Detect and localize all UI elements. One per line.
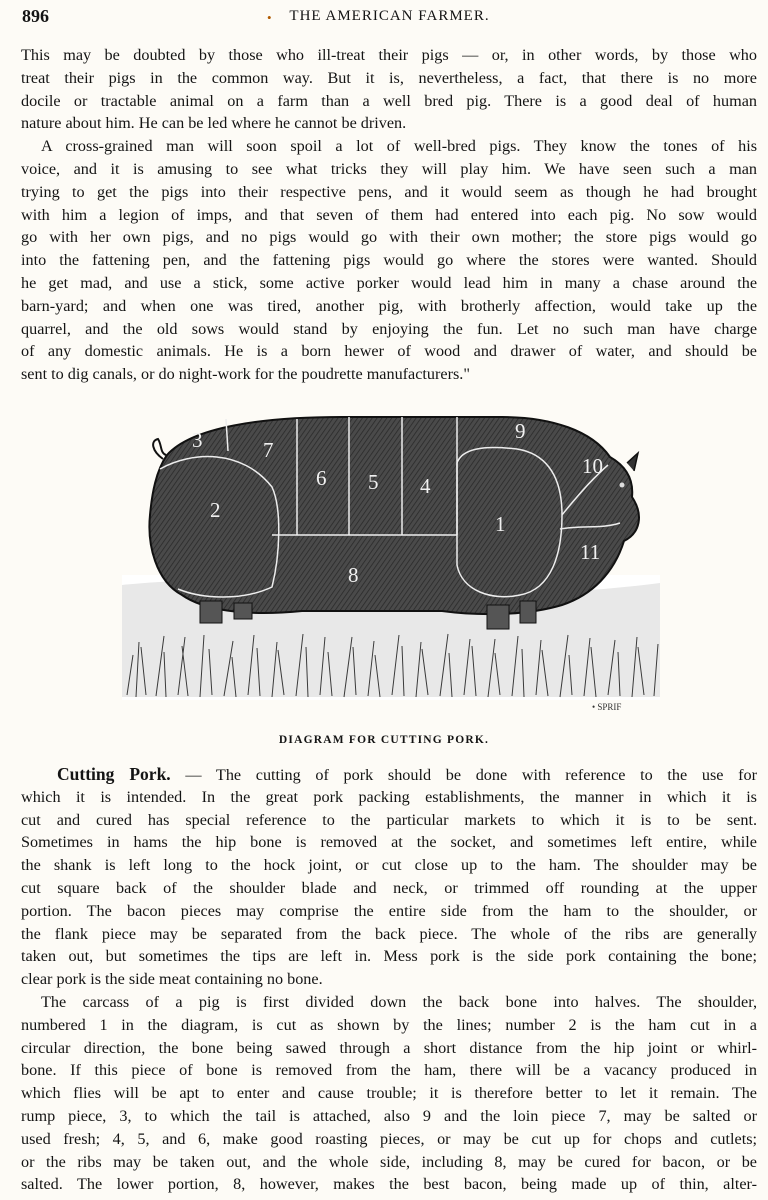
cut-number: 8	[348, 563, 359, 587]
text-line: or the ribs may be taken out, and the whole side, including 8, may be cured for bacon, or be	[21, 1152, 757, 1171]
text-line: with him a legion of imps, and that seven of them had entered into each pig. No sow would	[21, 205, 757, 224]
text-line: the shank is left long to the hock joint, or cut close up to the ham. The shoulder may be	[21, 856, 757, 875]
text-line: nature about him. He can be led where he cannot be driven.	[21, 114, 407, 133]
text-line: barn-yard; and when one was tired, another pig, with brotherly affection, would take up the	[21, 296, 757, 315]
text-line: he get mad, and use a stick, some active porker would lead him in many a chase around the	[21, 273, 757, 292]
text-line: circular direction, the bone being sawed through a short distance from the hip joint or whirl-	[21, 1038, 757, 1057]
text-line: voice, and it is amusing to see what tricks they will play him. We have seen such a man	[21, 159, 757, 178]
text-line: This may be doubted by those who ill-treat their pigs — or, in other words, by those who	[21, 46, 757, 64]
text-line	[21, 763, 757, 786]
page-number: 896	[22, 6, 49, 26]
pork-cutting-diagram	[122, 405, 660, 723]
cut-number: 6	[316, 466, 327, 490]
cut-number: 11	[580, 540, 601, 564]
header-ornament: •	[267, 10, 272, 25]
text-line: A cross-grained man will soon spoil a lot of well-bred pigs. They know the tones of his	[41, 137, 757, 156]
cut-number: 7	[263, 438, 274, 462]
text-line: docile or tractable animal on a farm than a well bred pig. There is a good deal of human	[21, 91, 757, 110]
text-line: rump piece, 3, to which the tail is attached, also 9 and the loin piece 7, may be salted or	[21, 1106, 757, 1125]
text-line: which flies will be apt to enter and cause trouble; it is therefore better to let it remain. The	[21, 1084, 757, 1103]
text-line: numbered 1 in the diagram, is cut as shown by the lines; number 2 is the ham cut in a	[21, 1015, 757, 1034]
engraver-mark: • SPRIF	[592, 702, 622, 712]
cutting-pork-section	[21, 763, 757, 1196]
text-line: treat their pigs in the common way. But it is, nevertheless, a fact, that there is no more	[21, 68, 757, 87]
cut-number: 10	[582, 454, 603, 478]
text-line: salted. The lower portion, 8, however, makes the best bacon, being made up of thin, alter-	[21, 1175, 757, 1194]
cut-number: 4	[420, 474, 431, 498]
cut-number: 1	[495, 512, 506, 536]
section-heading: Cutting Pork.	[57, 764, 171, 784]
text-line: bone. If this piece of bone is removed from the ham, there will be a vacancy produced in	[21, 1061, 757, 1080]
diagram-caption: DIAGRAM FOR CUTTING PORK.	[278, 734, 490, 746]
text-line: cut and cured has special reference to the particular markets to which it is to be sent.	[21, 810, 757, 829]
text-line: trying to get the pigs into their respective pens, and it would seem as though he had brought	[21, 182, 757, 201]
cut-number: 3	[192, 428, 203, 452]
cut-number: 5	[368, 470, 379, 494]
text-line: The carcass of a pig is first divided down the back bone into halves. The shoulder,	[41, 992, 757, 1011]
text-line: which it is intended. In the great pork packing establishments, the manner in which it is	[21, 787, 757, 806]
running-title: THE AMERICAN FARMER.	[289, 8, 490, 24]
text-line: cut square back of the shoulder blade and neck, or trimmed off rounding at the upper	[21, 878, 757, 897]
text-line: portion. The bacon pieces may comprise the entire side from the ham to the shoulder, or	[21, 901, 757, 920]
text-line: the flank piece may be separated from the back piece. The whole of the ribs are generally	[21, 924, 757, 943]
text-line: Sometimes in hams the hip bone is removed at the socket, and sometimes left entire, while	[21, 833, 757, 852]
text-line: clear pork is the side meat containing no bone.	[21, 970, 323, 989]
text-line: into the fattening pen, and the fattening pigs would go where the stores were wanted. Should	[21, 251, 757, 270]
cut-number: 2	[210, 498, 221, 522]
heading-continuation: — The cutting of pork should be done with reference to the use for	[170, 766, 757, 784]
page-header	[22, 6, 757, 30]
text-line: used fresh; 4, 5, and 6, make good roasting pieces, or may be cut up for chops and cutlets;	[21, 1129, 757, 1148]
text-line: taken out, but sometimes the tips are left in. Mess pork is the side pork containing the bone;	[21, 947, 757, 966]
text-line: of any domestic animals. He is a born hewer of wood and drawer of water, and should be	[21, 342, 757, 361]
text-line: sent to dig canals, or do night-work for the poudrette manufacturers."	[21, 365, 470, 384]
text-line: go with her own pigs, and no pigs would go with their own mother; the store pigs would go	[21, 228, 757, 247]
intro-text-block	[21, 44, 757, 386]
cut-number: 9	[515, 419, 526, 443]
text-line: quarrel, and the old sows would stand by enjoying the fun. Let no such man have charge	[21, 319, 757, 338]
